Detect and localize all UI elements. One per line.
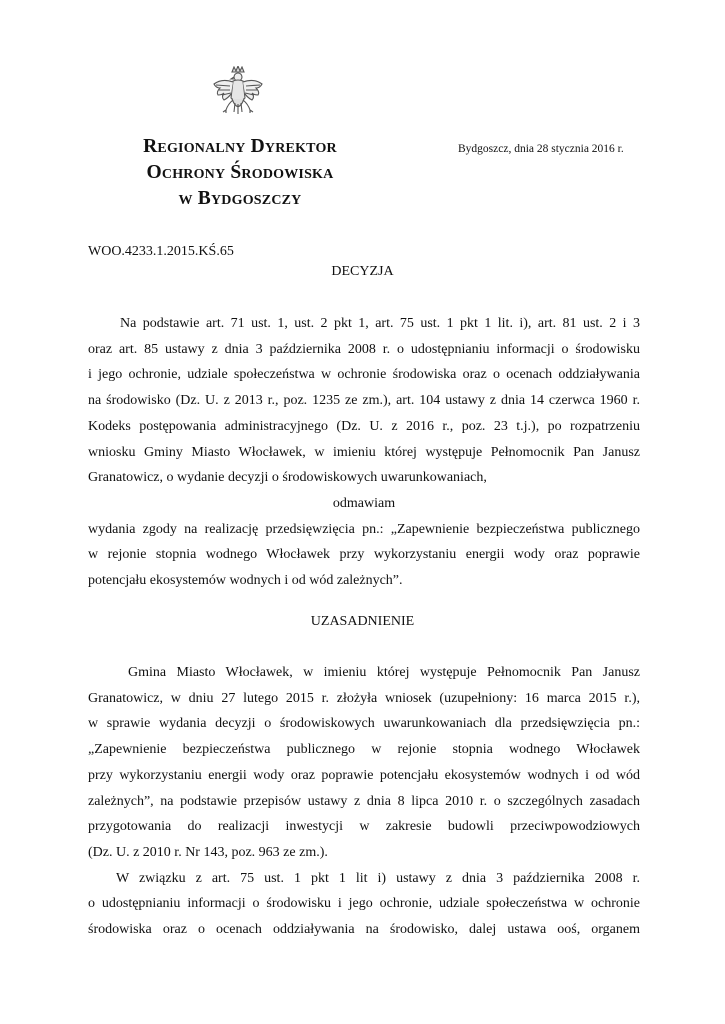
text-line: zależnych”, na podstawie przepisów ustawy z dnia 8 lipca 2010 r. o szczególnych zasadach: [88, 793, 640, 809]
text-line: Na podstawie art. 71 ust. 1, ust. 2 pkt 1, art. 75 ust. 1 pkt 1 lit. i), art. 81 ust. 2 i 3: [120, 316, 640, 331]
text-line: środowiska oraz o ocenach oddziaływania na środowisko, dalej ustawa ooś, organem: [88, 922, 640, 938]
polish-eagle-emblem-icon: [212, 66, 264, 124]
text-line: Kodeks postępowania administracyjnego (Dz. U. z 2016 r., poz. 23 t.j.), po rozpatrzeniu: [88, 418, 640, 434]
text-line: Granatowicz, w dniu 27 lutego 2015 r. złożyła wniosek (uzupełniony: 16 marca 2015 r.),: [88, 690, 640, 706]
case-reference: WOO.4233.1.2015.KŚ.65: [88, 244, 234, 259]
text-line: o udostępnianiu informacji o środowisku i jego ochronie, udziale społeczeństwa w ochronie: [88, 896, 640, 912]
text-line: wydania zgody na realizację przedsięwzięcia pn.: „Zapewnienie bezpieczeństwa publicznego: [88, 521, 640, 537]
text-line: potencjału ekosystemów wodnych i od wód zależnych”.: [88, 573, 403, 589]
text-line: przygotowania do realizacji inwestycji w zakresie budowli przeciwpowodziowych: [88, 819, 640, 835]
authority-line-2: Ochrony Środowiska: [146, 162, 334, 183]
text-line: Gmina Miasto Włocławek, w imieniu której występuje Pełnomocnik Pan Janusz: [128, 665, 640, 680]
document-date: Bydgoszcz, dnia 28 stycznia 2016 r.: [458, 143, 624, 155]
decision-title: DECYZJA: [331, 264, 394, 279]
text-line: Granatowicz, o wydanie decyzji o środowiskowych uwarunkowaniach,: [88, 470, 487, 486]
decision-paragraph: [88, 311, 640, 594]
text-line: (Dz. U. z 2010 r. Nr 143, poz. 963 ze zm.).: [88, 844, 328, 860]
text-line: na środowisko (Dz. U. z 2013 r., poz. 1235 ze zm.), art. 104 ustawy z dnia 14 czerwca 1960 r.: [88, 393, 640, 409]
justification-paragraph: [88, 660, 640, 943]
refusal-word: odmawiam: [332, 495, 396, 511]
authority-line-3: w Bydgoszczy: [178, 188, 302, 209]
text-line: i jego ochronie, udziale społeczeństwa w ochronie środowiska oraz o ocenach oddziaływania: [88, 367, 640, 383]
justification-title: UZASADNIENIE: [310, 614, 415, 629]
text-line: „Zapewnienie bezpieczeństwa publicznego w rejonie stopnia wodnego Włocławek: [88, 742, 640, 758]
text-line: w sprawie wydania decyzji o środowiskowych uwarunkowaniach dla przedsięwzięcia pn.:: [88, 716, 640, 732]
text-line: W związku z art. 75 ust. 1 pkt 1 lit i) ustawy z dnia 3 października 2008 r.: [116, 870, 640, 886]
authority-name: [80, 134, 400, 212]
text-line: w rejonie stopnia wodnego Włocławek przy wykorzystaniu energii wody oraz poprawie: [88, 547, 640, 563]
text-line: przy wykorzystaniu energii wody oraz poprawie potencjału ekosystemów wodnych i od wód: [88, 767, 640, 783]
authority-line-1: Regionalny Dyrektor: [143, 136, 337, 157]
text-line: oraz art. 85 ustawy z dnia 3 października 2008 r. o udostępnianiu informacji o środowisku: [88, 341, 640, 357]
text-line: wniosku Gminy Miasto Włocławek, w imieniu której występuje Pełnomocnik Pan Janusz: [88, 444, 640, 460]
